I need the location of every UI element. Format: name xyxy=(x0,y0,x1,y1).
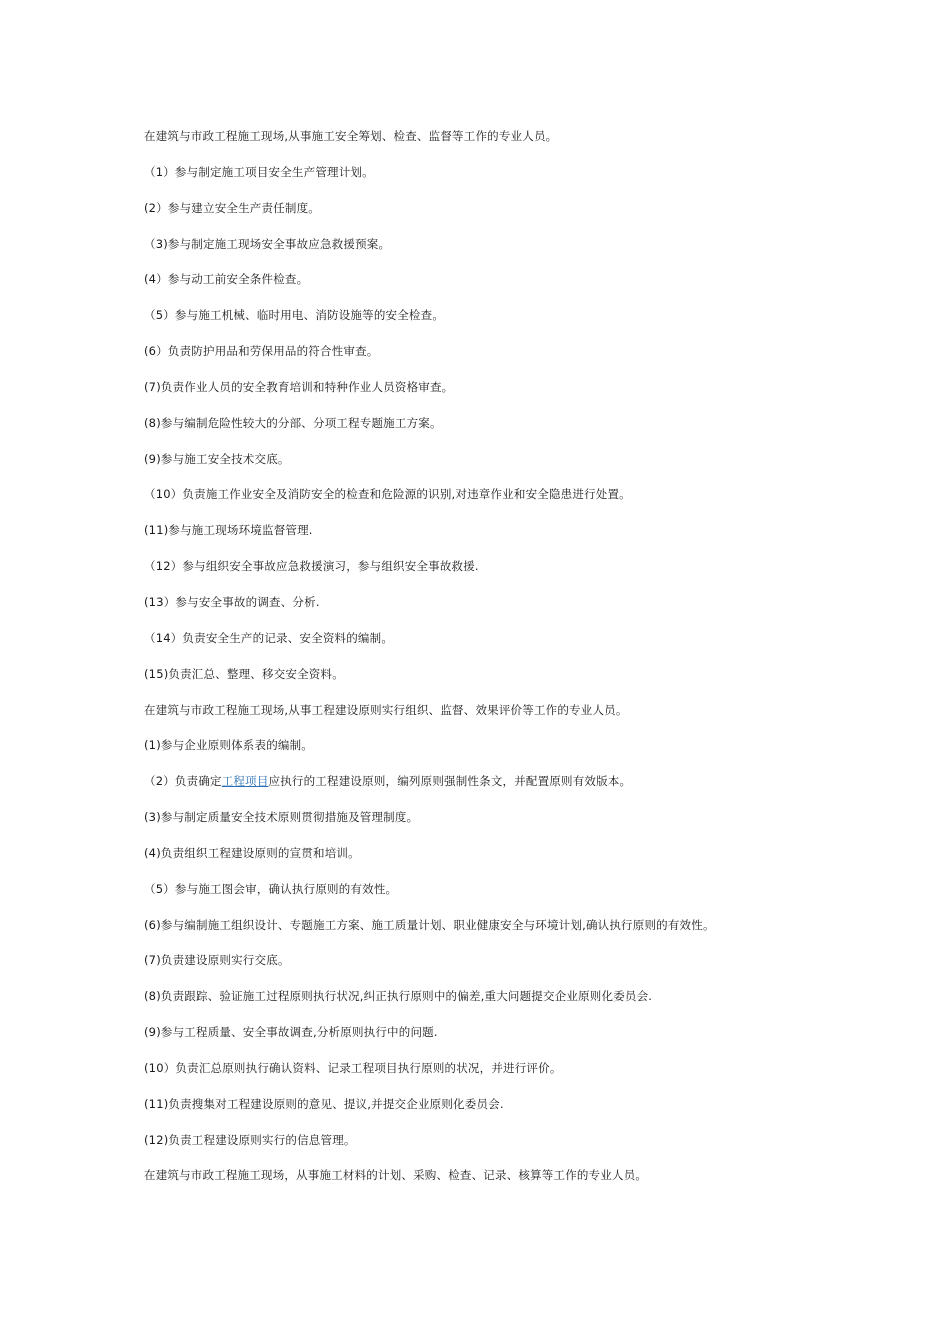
list-item: (4)负责组织工程建设原则的宣贯和培训。 xyxy=(144,845,360,860)
section-intro-materials: 在建筑与市政工程施工现场，从事施工材料的计划、采购、检查、记录、核算等工作的专业人员。 xyxy=(144,1168,648,1183)
list-item: (15)负责汇总、整理、移交安全资料。 xyxy=(144,666,344,681)
list-item: (7)负责建设原则实行交底。 xyxy=(144,953,290,968)
list-item: (7)负责作业人员的安全教育培训和特种作业人员资格审查。 xyxy=(144,379,454,394)
document-body xyxy=(144,126,784,1201)
list-item-text-after: 应执行的工程建设原则，编列原则强制性条文，并配置原则有效版本。 xyxy=(268,774,632,789)
list-item: (10）负责汇总原则执行确认资料、记录工程项目执行原则的状况，并进行评价。 xyxy=(144,1060,562,1075)
list-item: (3)参与制定质量安全技术原则贯彻措施及管理制度。 xyxy=(144,810,419,825)
list-item: (8)参与编制危险性较大的分部、分项工程专题施工方案。 xyxy=(144,415,442,430)
list-item: (6)参与编制施工组织设计、专题施工方案、施工质量计划、职业健康安全与环境计划,确认执行原则的有效性。 xyxy=(144,917,715,932)
list-item: (12)负责工程建设原则实行的信息管理。 xyxy=(144,1132,356,1147)
list-item: （12）参与组织安全事故应急救援演习，参与组织安全事故救援. xyxy=(144,559,479,574)
list-item: (11)负责搜集对工程建设原则的意见、提议,并提交企业原则化委员会. xyxy=(144,1096,504,1111)
list-item: (13）参与安全事故的调查、分析. xyxy=(144,594,320,609)
list-item: （14）负责安全生产的记录、安全资料的编制。 xyxy=(144,630,394,645)
list-item: (9)参与施工安全技术交底。 xyxy=(144,451,290,466)
list-item: (9)参与工程质量、安全事故调查,分析原则执行中的问题. xyxy=(144,1025,438,1040)
list-item: (8)负责跟踪、验证施工过程原则执行状况,纠正执行原则中的偏差,重大问题提交企业原则化委员会. xyxy=(144,989,653,1004)
section-intro-safety: 在建筑与市政工程施工现场,从事施工安全筹划、检查、监督等工作的专业人员。 xyxy=(144,129,558,143)
list-item: （5）参与施工机械、临时用电、消防设施等的安全检查。 xyxy=(144,308,445,323)
list-item-text-before: （2）负责确定 xyxy=(144,774,222,789)
list-item: (6）负责防护用品和劳保用品的符合性审查。 xyxy=(144,344,379,359)
list-item-with-link xyxy=(144,771,784,807)
list-item: （1）参与制定施工项目安全生产管理计划。 xyxy=(144,164,374,179)
list-item: （3)参与制定施工现场安全事故应急救援预案。 xyxy=(144,236,391,251)
list-item: (4）参与动工前安全条件检查。 xyxy=(144,272,309,287)
engineering-project-link[interactable]: 工程项目 xyxy=(221,774,269,789)
section-intro-standards: 在建筑与市政工程施工现场,从事工程建设原则实行组织、监督、效果评价等工作的专业人员。 xyxy=(144,702,628,717)
list-item: (1)参与企业原则体系表的编制。 xyxy=(144,738,313,753)
list-item: (2）参与建立安全生产责任制度。 xyxy=(144,200,321,215)
list-item: （10）负责施工作业安全及消防安全的检查和危险源的识别,对违章作业和安全隐患进行处置。 xyxy=(144,487,631,502)
list-item: (11)参与施工现场环境监督管理. xyxy=(144,523,313,538)
list-item: （5）参与施工图会审，确认执行原则的有效性。 xyxy=(144,881,398,896)
